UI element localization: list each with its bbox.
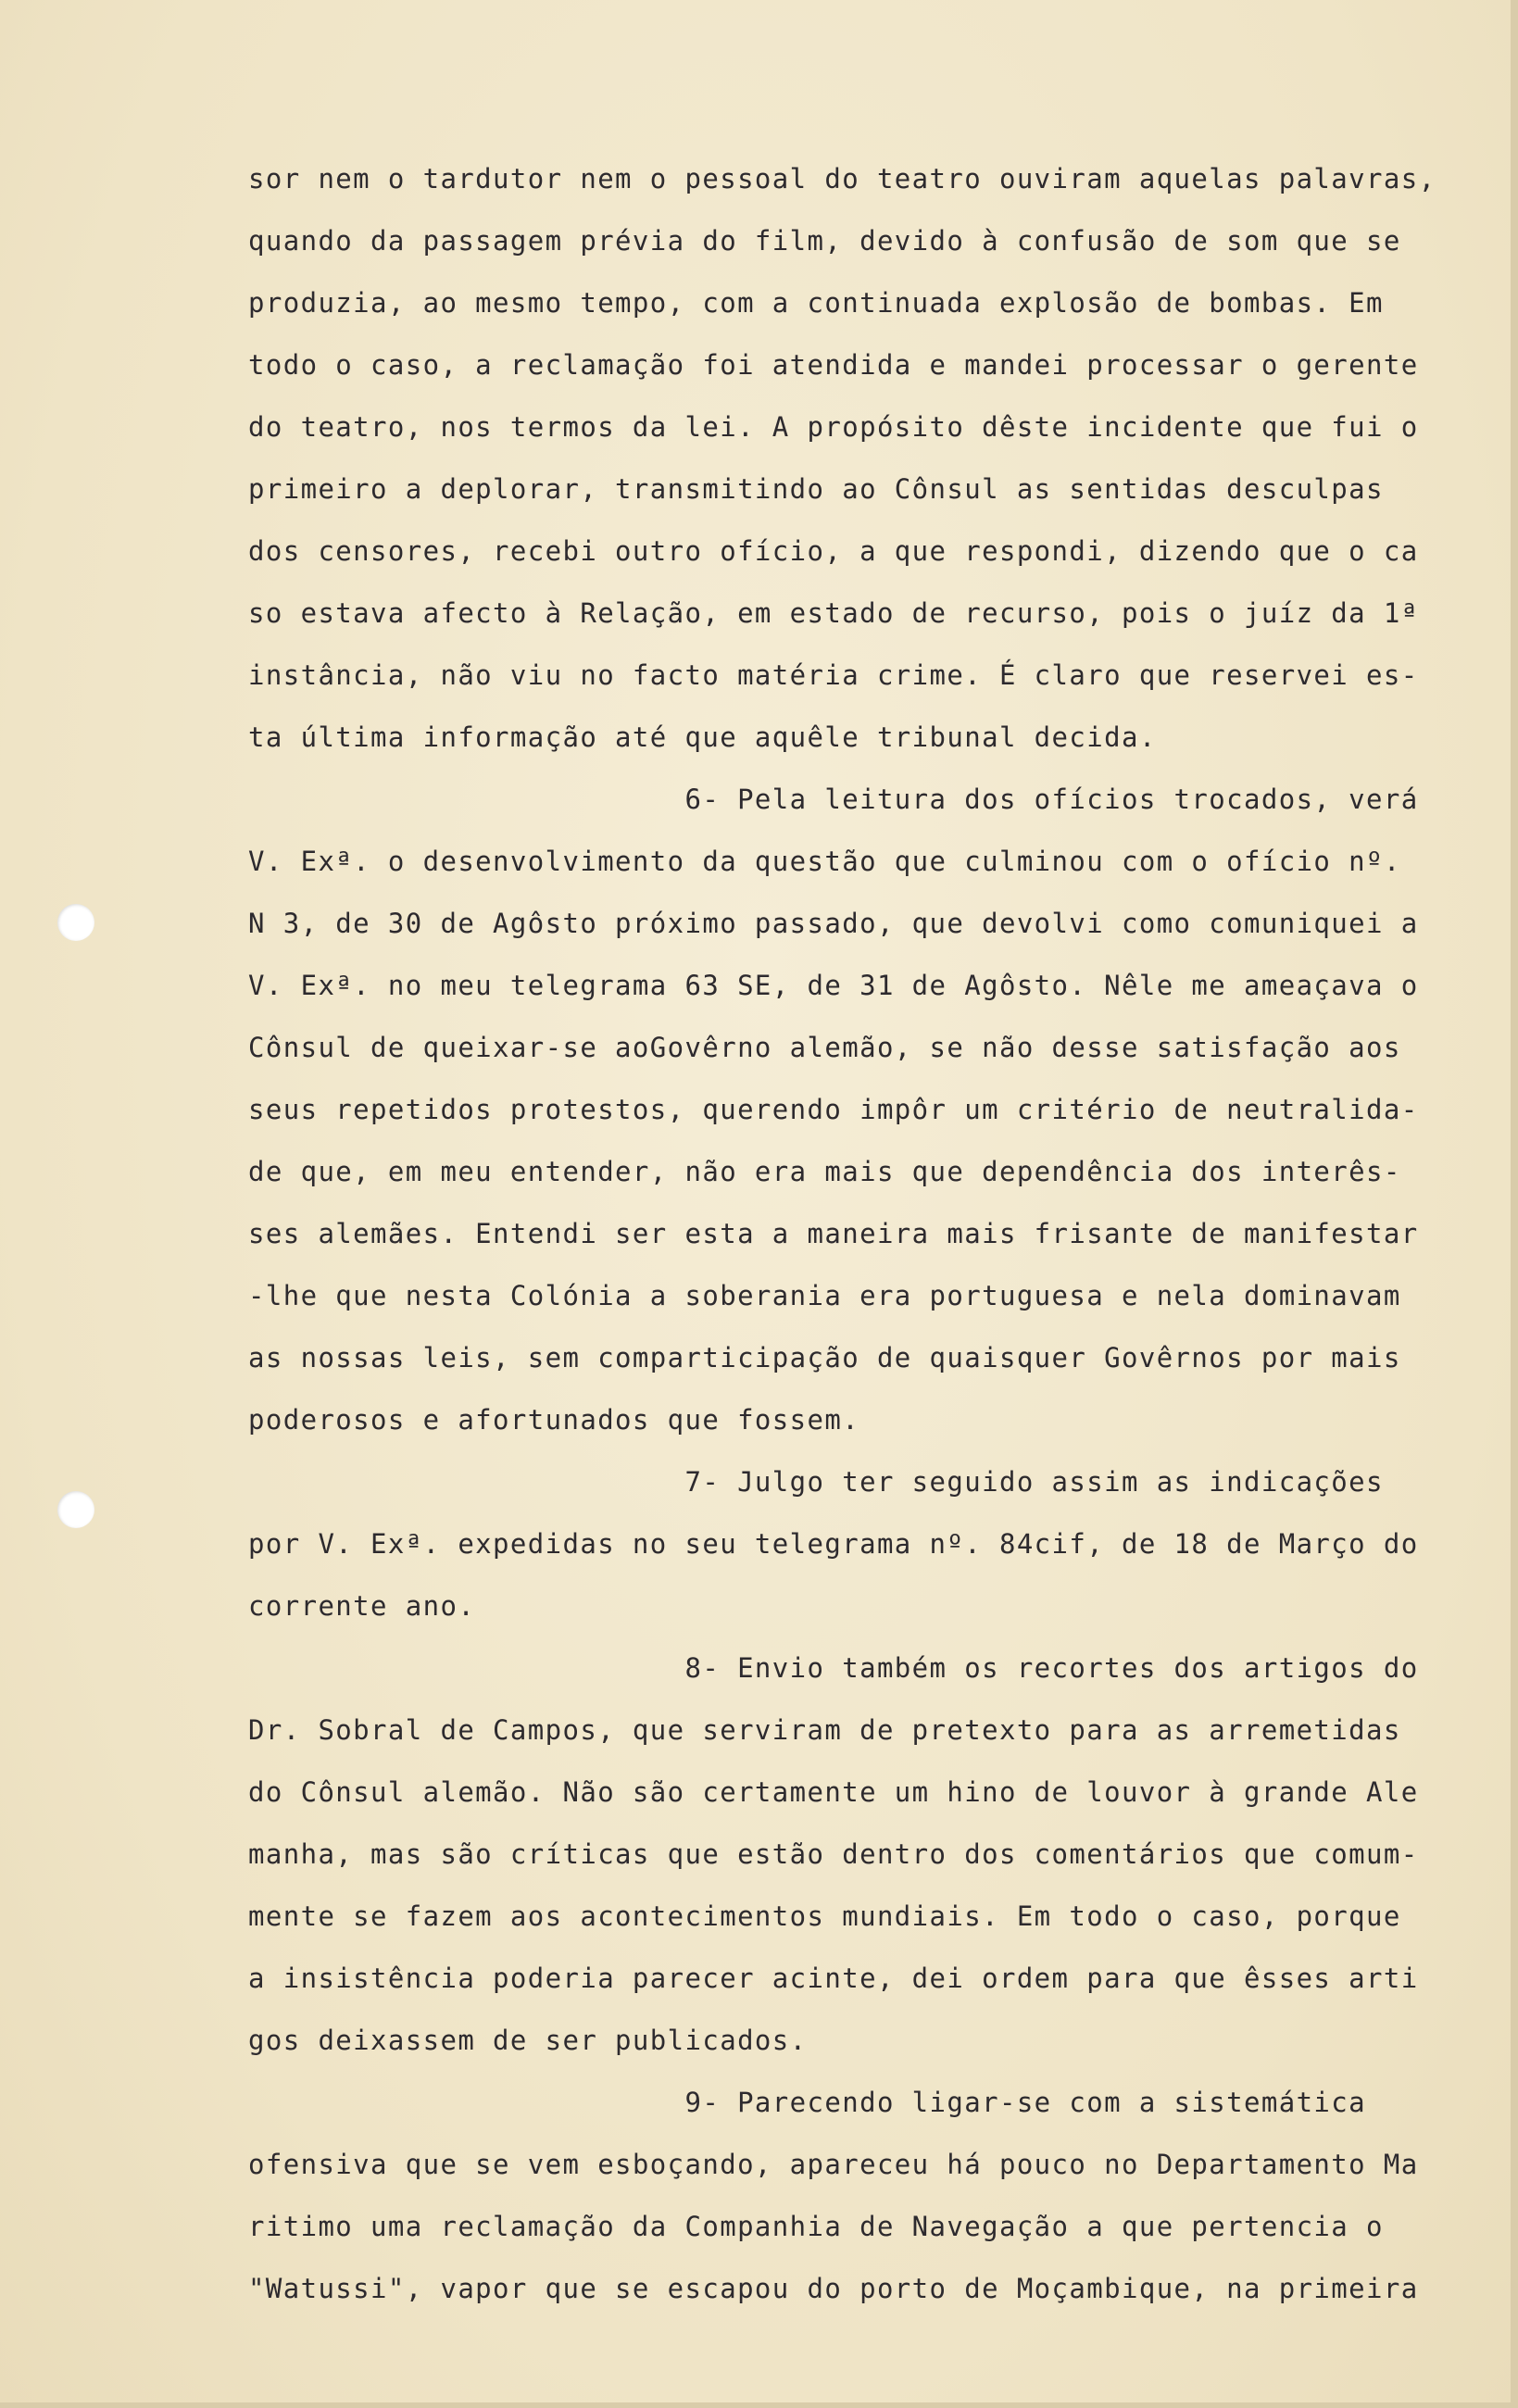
text-line: gos deixassem de ser publicados. <box>248 2025 808 2056</box>
text-line: por V. Exª. expedidas no seu telegrama nº. 84cif, de 18 de Março do <box>248 1528 1419 1560</box>
text-line: seus repetidos protestos, querendo impôr um critério de neutralida- <box>248 1094 1419 1125</box>
text-line: a insistência poderia parecer acinte, dei ordem para que êsses arti <box>248 1963 1419 1994</box>
text-line: primeiro a deplorar, transmitindo ao Cônsul as sentidas desculpas <box>248 473 1384 505</box>
paragraph-7-start: 7- Julgo ter seguido assim as indicações <box>248 1466 1384 1498</box>
punch-hole <box>57 1491 94 1528</box>
text-line: do Cônsul alemão. Não são certamente um hino de louvor à grande Ale <box>248 1776 1419 1808</box>
text-line: instância, não viu no facto matéria crime. É claro que reservei es- <box>248 659 1419 691</box>
text-line: Cônsul de queixar-se aoGovêrno alemão, se não desse satisfação aos <box>248 1032 1401 1063</box>
paragraph-9-start: 9- Parecendo ligar-se com a sistemática <box>248 2087 1367 2118</box>
page-edge-right <box>1511 0 1518 2408</box>
page-edge-bottom <box>0 2402 1518 2408</box>
text-line: N 3, de 30 de Agôsto próximo passado, que devolvi como comuniquei a <box>248 908 1419 939</box>
text-line: "Watussi", vapor que se escapou do porto de Moçambique, na primeira <box>248 2273 1419 2304</box>
text-line: V. Exª. o desenvolvimento da questão que culminou com o ofício nº. <box>248 846 1401 877</box>
text-line: ritimo uma reclamação da Companhia de Navegação a que pertencia o <box>248 2211 1384 2242</box>
text-line: V. Exª. no meu telegrama 63 SE, de 31 de Agôsto. Nêle me ameaçava o <box>248 970 1419 1001</box>
text-line: corrente ano. <box>248 1590 476 1622</box>
text-line: so estava afecto à Relação, em estado de recurso, pois o juíz da 1ª <box>248 597 1419 629</box>
text-line: poderosos e afortunados que fossem. <box>248 1404 860 1436</box>
text-line: as nossas leis, sem comparticipação de quaisquer Govêrnos por mais <box>248 1342 1401 1373</box>
paragraph-6-start: 6- Pela leitura dos ofícios trocados, verá <box>248 784 1419 815</box>
text-line: do teatro, nos termos da lei. A propósito dêste incidente que fui o <box>248 411 1419 443</box>
text-line: ofensiva que se vem esboçando, apareceu há pouco no Departamento Ma <box>248 2149 1419 2180</box>
text-line: Dr. Sobral de Campos, que serviram de pretexto para as arremetidas <box>248 1714 1401 1746</box>
text-line: ses alemães. Entendi ser esta a maneira mais frisante de manifestar <box>248 1218 1419 1249</box>
text-line: quando da passagem prévia do film, devido à confusão de som que se <box>248 225 1401 257</box>
text-line: sor nem o tardutor nem o pessoal do teatro ouviram aquelas palavras, <box>248 163 1436 194</box>
text-line: mente se fazem aos acontecimentos mundiais. Em todo o caso, porque <box>248 1900 1401 1932</box>
text-line: manha, mas são críticas que estão dentro dos comentários que comum- <box>248 1838 1419 1870</box>
text-line: todo o caso, a reclamação foi atendida e mandei processar o gerente <box>248 349 1419 381</box>
punch-hole <box>57 904 94 941</box>
text-line: produzia, ao mesmo tempo, com a continuada explosão de bombas. Em <box>248 287 1384 319</box>
text-line: ta última informação até que aquêle tribunal decida. <box>248 721 1157 753</box>
paragraph-8-start: 8- Envio também os recortes dos artigos do <box>248 1652 1419 1684</box>
text-line: dos censores, recebi outro ofício, a que respondi, dizendo que o ca <box>248 535 1419 567</box>
text-line: de que, em meu entender, não era mais que dependência dos interês- <box>248 1156 1401 1187</box>
text-line: -lhe que nesta Colónia a soberania era portuguesa e nela dominavam <box>248 1280 1401 1311</box>
typewritten-text <box>248 148 1489 2320</box>
